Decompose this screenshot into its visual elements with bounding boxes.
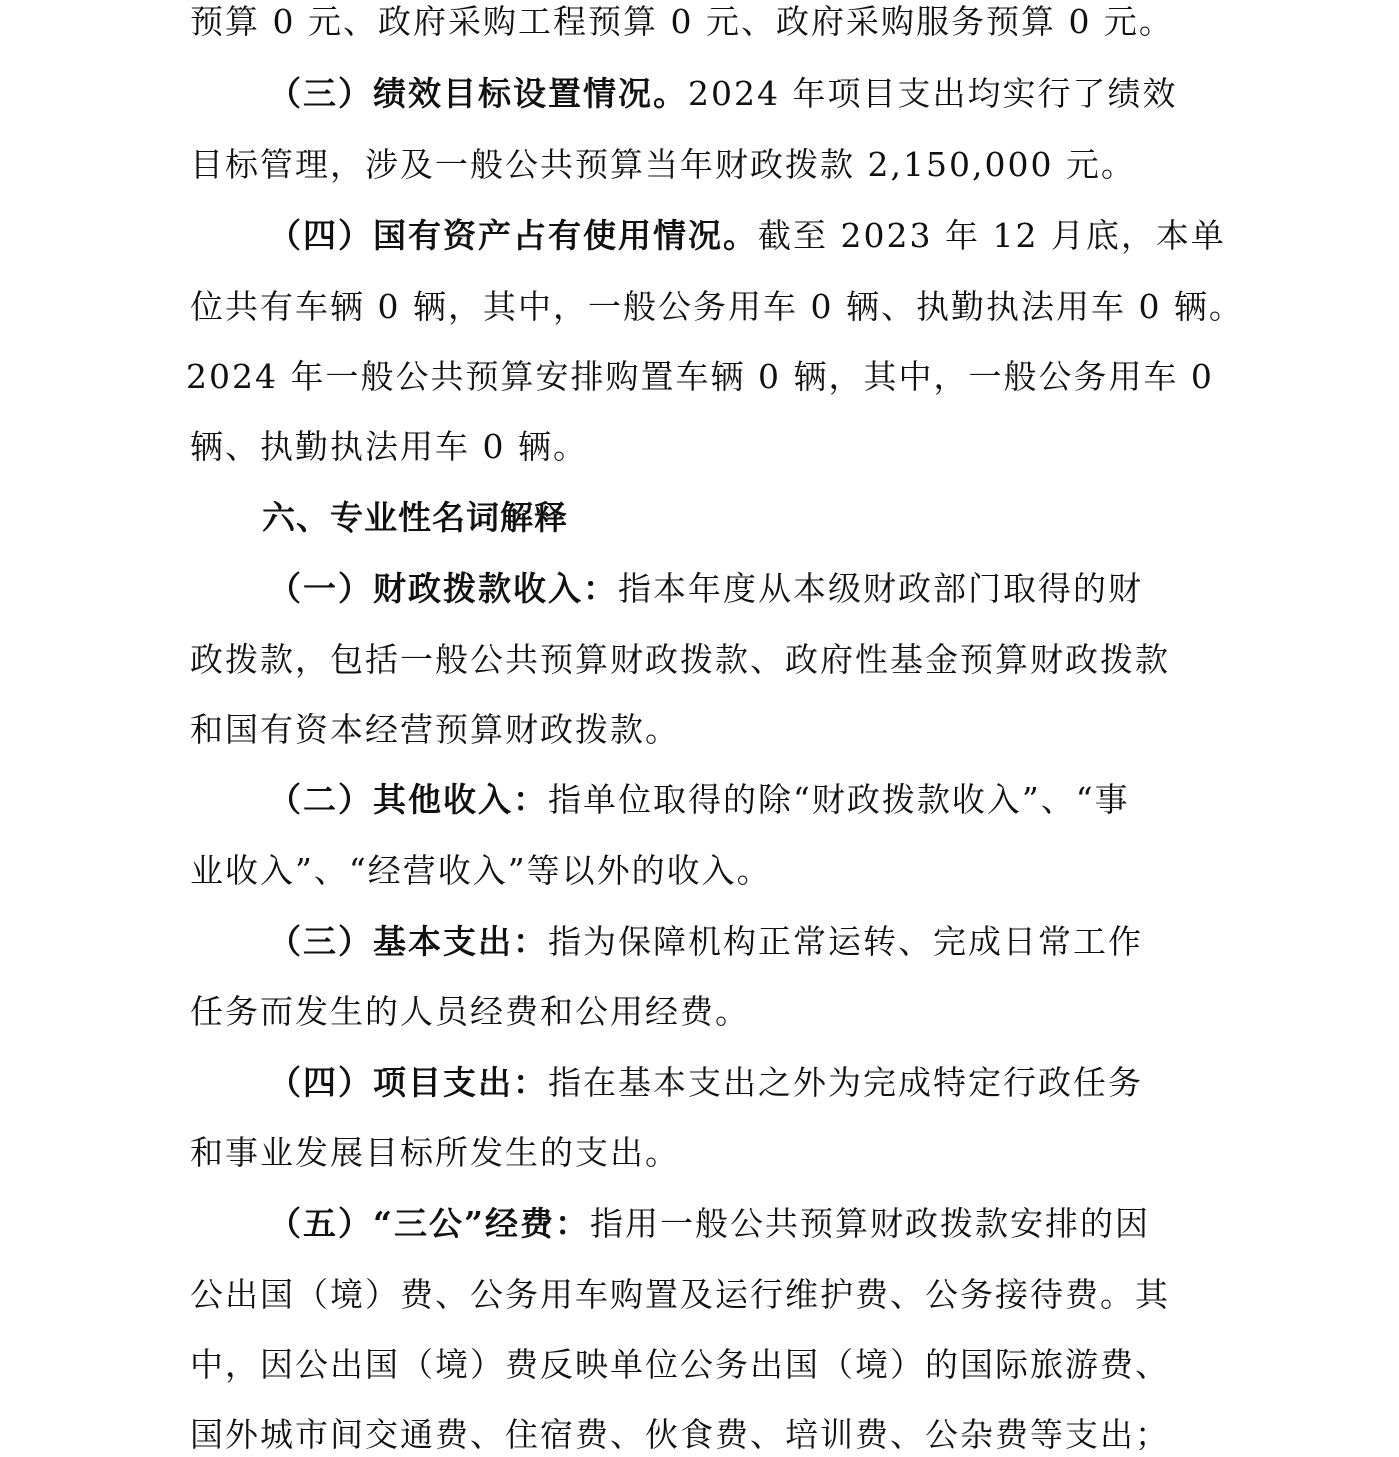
paragraph-line — [190, 0, 1174, 44]
term-fiscal-appropriation: （一）财政拨款收入： — [268, 569, 618, 608]
text-run: 指本年度从本级财政部门取得的财 — [618, 569, 1143, 608]
paragraph-line — [268, 1202, 1150, 1246]
paragraph-line — [268, 72, 1177, 116]
paragraph-line — [268, 214, 1226, 258]
text-run: 截至 2023 年 12 月底，本单 — [758, 216, 1226, 255]
text-run: 指单位取得的除“财政拨款收入”、“事 — [548, 780, 1130, 819]
text-run: 中，因公出国（境）费反映单位公务出国（境）的国际旅游费、 — [190, 1345, 1170, 1384]
text-run: 辆、执勤执法用车 0 辆。 — [190, 427, 588, 466]
text-run: 指为保障机构正常运转、完成日常工作 — [548, 922, 1143, 961]
term-three-public-expenses: （五）“三公”经费： — [268, 1204, 590, 1243]
paragraph-line — [268, 920, 1143, 964]
text-run: 和事业发展目标所发生的支出。 — [190, 1133, 680, 1172]
text-run: 指用一般公共预算财政拨款安排的因 — [589, 1204, 1150, 1243]
paragraph-line — [190, 425, 588, 469]
paragraph-line — [268, 567, 1143, 611]
paragraph-line — [190, 990, 750, 1034]
text-run: 目标管理，涉及一般公共预算当年财政拨款 2,150,000 元。 — [190, 145, 1136, 184]
paragraph-line — [190, 708, 680, 752]
section-heading: 六、专业性名词解释 — [262, 498, 568, 537]
text-run: 位共有车辆 0 辆，其中，一般公务用车 0 辆、执勤执法用车 0 辆。 — [190, 287, 1244, 326]
text-run: 2024 年项目支出均实行了绩效 — [688, 74, 1178, 113]
text-run: 和国有资本经营预算财政拨款。 — [190, 710, 680, 749]
term-basic-expenditure: （三）基本支出： — [268, 922, 548, 961]
paragraph-line — [190, 638, 1170, 682]
text-run: 国外城市间交通费、住宿费、伙食费、培训费、公杂费等支出； — [190, 1415, 1170, 1454]
term-other-income: （二）其他收入： — [268, 780, 548, 819]
paragraph-line — [268, 778, 1130, 822]
paragraph-line — [186, 355, 1214, 399]
text-run: 任务而发生的人员经费和公用经费。 — [190, 992, 750, 1031]
text-run: 2024 年一般公共预算安排购置车辆 0 辆，其中，一般公务用车 0 — [186, 357, 1214, 396]
text-run: 公出国（境）费、公务用车购置及运行维护费、公务接待费。其 — [190, 1275, 1170, 1314]
paragraph-line — [190, 285, 1244, 329]
paragraph-line — [190, 1413, 1170, 1457]
text-run: 政拨款，包括一般公共预算财政拨款、政府性基金预算财政拨款 — [190, 640, 1170, 679]
paragraph-line — [268, 1061, 1143, 1105]
paragraph-line — [190, 1343, 1170, 1387]
term-project-expenditure: （四）项目支出： — [268, 1063, 548, 1102]
text-run: 预算 0 元、政府采购工程预算 0 元、政府采购服务预算 0 元。 — [190, 2, 1174, 41]
paragraph-line — [190, 143, 1136, 187]
paragraph-line — [190, 1131, 680, 1175]
text-run: 业收入”、“经营收入”等以外的收入。 — [190, 851, 772, 890]
text-run: 指在基本支出之外为完成特定行政任务 — [548, 1063, 1143, 1102]
subheading-state-assets: （四）国有资产占有使用情况。 — [268, 216, 758, 255]
paragraph-line — [190, 1273, 1170, 1317]
paragraph-line — [190, 849, 772, 893]
subheading-performance-targets: （三）绩效目标设置情况。 — [268, 74, 688, 113]
